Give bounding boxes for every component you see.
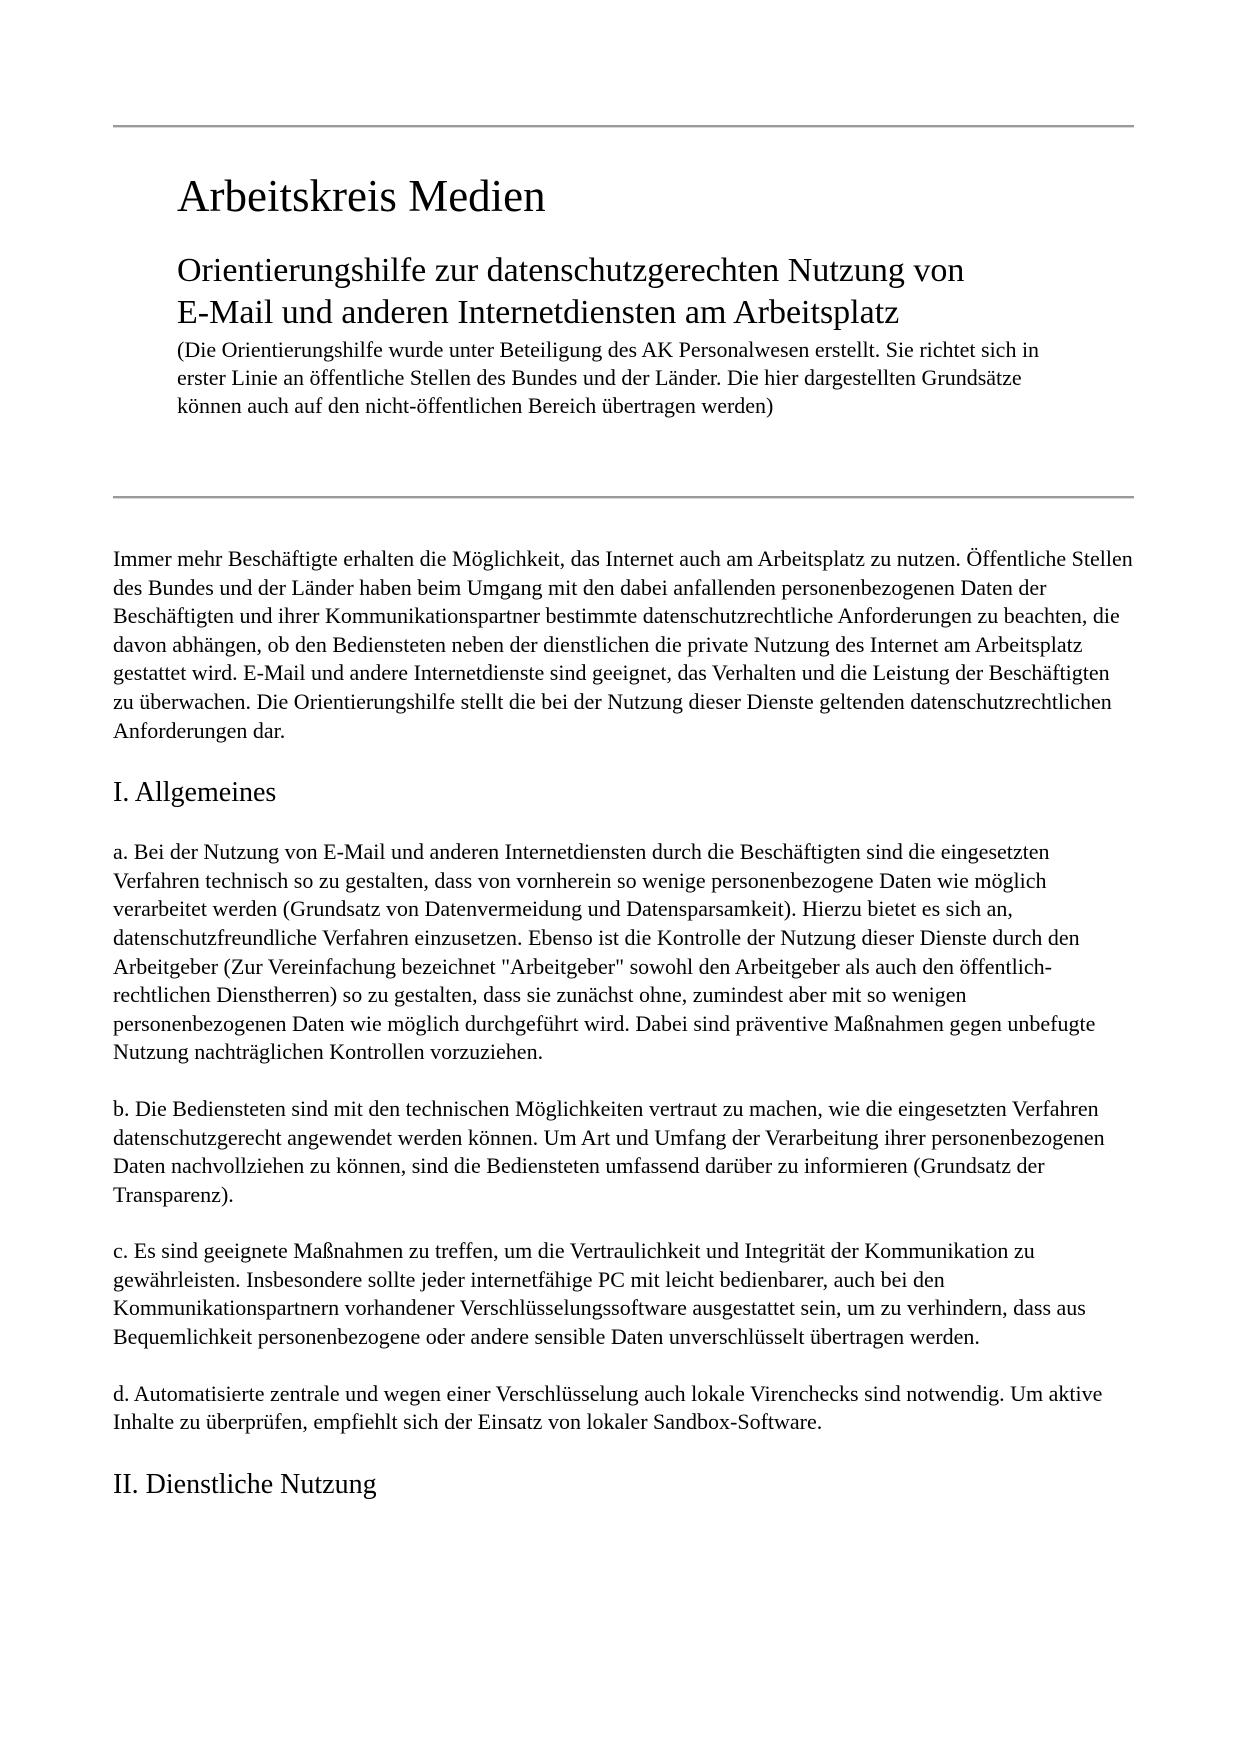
document-header [177,168,1077,420]
intro-paragraph: Immer mehr Beschäftigte erhalten die Möglichkeit, das Internet auch am Arbeitsplatz zu nutzen. Öffentliche Stellen des Bundes und der Länder haben beim Umgang mit den dabei anfallenden personenbezogenen Daten der Beschäftigten und ihrer Kommunikationspartner bestimmte datenschutzrechtliche Anforderungen zu beachten, die davon abhängen, ob den Bediensteten neben der dienstlichen die private Nutzung des Internet am Arbeitsplatz gestattet wird. E-Mail und andere Internetdienste sind geeignet, das Verhalten und die Leistung der Beschäftigten zu überwachen. Die Orientierungshilfe stellt die bei der Nutzung dieser Dienste geltenden datenschutzrechtlichen Anforderungen dar. [113,546,1133,743]
document-subtitle [177,250,1077,334]
subtitle-line-2: E-Mail und anderen Internetdiensten am Arbeitsplatz [177,294,900,331]
paragraph-a: a. Bei der Nutzung von E-Mail und anderen Internetdiensten durch die Beschäftigten sind die eingesetzten Verfahren technisch so zu gestalten, dass von vornherein so wenige personenbezogene Daten wie möglich verarbeitet werden (Grundsatz von Datenvermeidung und Datensparsamkeit). Hierzu bietet es sich an, datenschutzfreundliche Verfahren einzusetzen. Ebenso ist die Kontrolle der Nutzung dieser Dienste durch den Arbeitgeber (Zur Vereinfachung bezeichnet "Arbeitgeber" sowohl den Arbeitgeber als auch den öffentlich-rechtlichen Dienstherren) so zu gestalten, dass sie zunächst ohne, zumindest aber mit so wenigen personenbezogenen Daten wie möglich durchgeführt wird. Dabei sind präventive Maßnahmen gegen unbefugte Nutzung nachträglichen Kontrollen vorzuziehen. [113,839,1096,1065]
paragraph-d: d. Automatisierte zentrale und wegen einer Verschlüsselung auch lokale Virenchecks sind notwendig. Um aktive Inhalte zu überprüfen, empfiehlt sich der Einsatz von lokaler Sandbox-Software. [113,1380,1103,1435]
paragraph-b: b. Die Bediensteten sind mit den technischen Möglichkeiten vertraut zu machen, wie die eingesetzten Verfahren datenschutzgerecht angewendet werden können. Um Art und Umfang der Verarbeitung ihrer personenbezogenen Daten nachvollziehen zu können, sind die Bediensteten umfassend darüber zu informieren (Grundsatz der Transparenz). [113,1095,1105,1207]
horizontal-rule-top [113,125,1134,128]
horizontal-rule-middle [113,496,1134,499]
subtitle-line-1: Orientierungshilfe zur datenschutzgerechten Nutzung von [177,252,965,289]
paragraph-c: c. Es sind geeignete Maßnahmen zu treffen, um die Vertraulichkeit und Integrität der Kommunikation zu gewährleisten. Insbesondere sollte jeder internetfähige PC mit leicht bedienbarer, auch bei den Kommunikationspartnern vorhandener Verschlüsselungssoftware ausgestattet sein, um zu verhindern, dass aus Bequemlichkeit personenbezogene oder andere sensible Daten unverschlüsselt übertragen werden. [113,1238,1086,1350]
header-note: (Die Orientierungshilfe wurde unter Beteiligung des AK Personalwesen erstellt. Sie richtet sich in erster Linie an öffentliche Stellen des Bundes und der Länder. Die hier dargestellten Grundsätze können auch auf den nicht-öffentlichen Bereich übertragen werden) [177,337,1040,418]
document-body [113,545,1134,1530]
page-title: Arbeitskreis Medien [177,171,546,221]
section-heading-dienstliche-nutzung: II. Dienstliche Nutzung [113,1468,377,1500]
section-heading-allgemeines: I. Allgemeines [113,777,277,809]
